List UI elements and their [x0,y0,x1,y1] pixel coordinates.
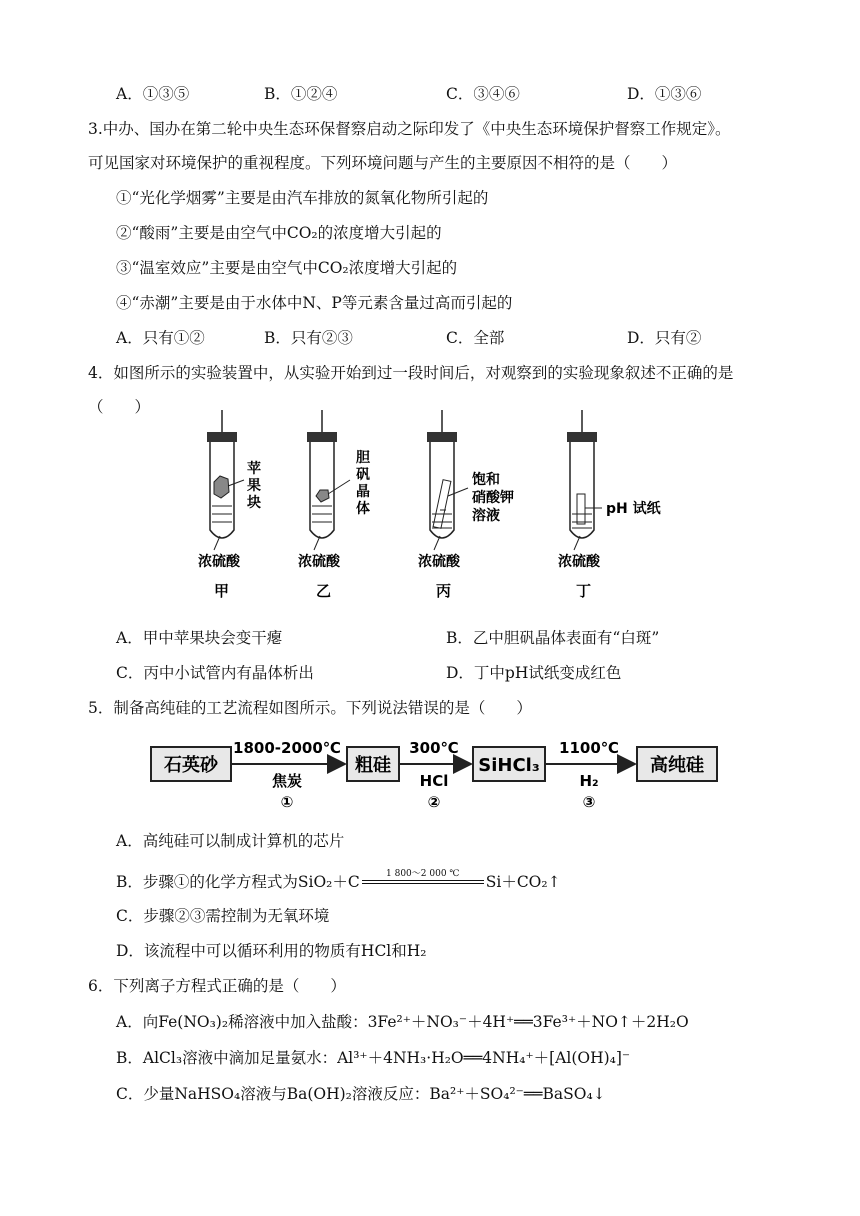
flow-arrow1-bottom: 焦炭 [271,772,303,790]
q5-stem: 5．制备高纯硅的工艺流程如图所示。下列说法错误的是（ ） [88,699,532,717]
tube-bing-name: 丙 [436,582,452,600]
q5-option-b [116,871,561,893]
q3-option-b: B．只有②③ [264,329,353,347]
q4-option-c: C．丙中小试管内有晶体析出 [116,664,314,682]
flow-arrow3-step: ③ [582,793,596,811]
flow-arrow1-step: ① [280,793,294,811]
svg-text:溶液: 溶液 [472,508,500,524]
tube-yi [298,410,371,600]
svg-text:体: 体 [356,501,370,517]
flow-arrow3-bottom: H₂ [579,772,599,790]
q6-option-b: B．AlCl₃溶液中滴加足量氨水：Al³⁺＋4NH₃·H₂O══4NH₄⁺＋[Al(OH)₄]⁻ [116,1049,631,1067]
q3-stem-line2: 可见国家对环境保护的重视程度。下列环境问题与产生的主要原因不相符的是（ ） [88,154,678,172]
q4-stem-line2: （ ） [88,398,151,416]
q4-stem-line1: 4．如图所示的实验装置中，从实验开始到过一段时间后，对观察到的实验现象叙述不正确的是 [88,364,734,382]
q2-option-d: D．①③⑥ [627,85,702,103]
tube-yi-acid: 浓硫酸 [298,554,340,570]
q4-option-a: A．甲中苹果块会变干瘪 [116,629,283,647]
tube-yi-name: 乙 [316,582,332,600]
flow-arrow2-bottom: HCl [419,772,449,790]
q3-option-a: A．只有①② [116,329,205,347]
q5-option-d: D．该流程中可以循环利用的物质有HCl和H₂ [116,942,427,960]
q2-option-b: B．①②④ [264,85,338,103]
q5-option-c: C．步骤②③需控制为无氧环境 [116,907,330,925]
q3-item-4: ④“赤潮”主要是由于水体中N、P等元素含量过高而引起的 [116,294,513,312]
q5-option-b-equals [360,871,486,893]
q2-option-c: C．③④⑥ [446,85,520,103]
tube-bing-acid: 浓硫酸 [418,554,460,570]
q5-option-b-head: B．步骤①的化学方程式为SiO₂＋C [116,873,360,891]
tube-ding-label: pH 试纸 [606,501,661,517]
q5-option-b-tail: Si＋CO₂↑ [485,873,561,891]
tube-jia-name: 甲 [214,582,230,600]
tube-bing [418,410,514,600]
tube-jia-label-3: 块 [247,495,261,511]
q5-option-a: A．高纯硅可以制成计算机的芯片 [116,832,345,850]
silicon-process-flow [145,733,745,823]
flow-box-quartz-label: 石英砂 [164,755,218,776]
tube-ding-acid: 浓硫酸 [558,554,600,570]
q3-option-d: D．只有② [627,329,702,347]
q6-option-a: A．向Fe(NO₃)₂稀溶液中加入盐酸：3Fe²⁺＋NO₃⁻＋4H⁺══3Fe³⁺＋NO↑＋2H₂O [116,1013,689,1031]
flow-box-pure-si-label: 高纯硅 [650,755,704,776]
q3-stem-line1: 3.中办、国办在第二轮中央生态环保督察启动之际印发了《中央生态环境保护督察工作规定》。 [88,120,731,138]
tube-jia [198,410,261,600]
svg-text:硝酸钾: 硝酸钾 [472,490,514,506]
flow-box-crude-si-label: 粗硅 [355,755,391,776]
tube-ding-name: 丁 [576,582,592,600]
tube-jia-acid: 浓硫酸 [198,554,240,570]
svg-text:胆: 胆 [356,450,370,466]
flow-arrow2-top: 300℃ [409,739,459,757]
q2-option-a: A．①③⑤ [116,85,190,103]
flow-arrow2-step: ② [427,793,441,811]
test-tube-figure [190,410,680,605]
svg-text:晶: 晶 [356,484,370,500]
flow-arrow1-top: 1800-2000℃ [233,739,341,757]
q4-option-b: B．乙中胆矾晶体表面有“白斑” [446,629,660,647]
q3-item-1: ①“光化学烟雾”主要是由汽车排放的氮氧化物所引起的 [116,189,489,207]
svg-text:饱和: 饱和 [472,472,500,488]
q4-option-d: D．丁中pH试纸变成红色 [446,664,622,682]
q3-option-c: C．全部 [446,329,505,347]
q3-item-2: ②“酸雨”主要是由空气中CO₂的浓度增大引起的 [116,224,442,242]
svg-text:矾: 矾 [356,467,370,483]
flow-arrow3-top: 1100℃ [559,739,619,757]
tube-jia-label-1: 苹 [247,461,261,477]
tube-ding [558,410,662,600]
q3-item-3: ③“温室效应”主要是由空气中CO₂浓度增大引起的 [116,259,458,277]
tube-jia-label-2: 果 [247,478,261,494]
q5-option-b-condition: 1 800～2 000 ℃ [386,869,460,879]
q6-stem: 6．下列离子方程式正确的是（ ） [88,977,346,995]
q6-option-c: C．少量NaHSO₄溶液与Ba(OH)₂溶液反应：Ba²⁺＋SO₄²⁻══BaSO₄↓ [116,1085,606,1103]
flow-box-sihcl3-label: SiHCl₃ [478,755,540,776]
